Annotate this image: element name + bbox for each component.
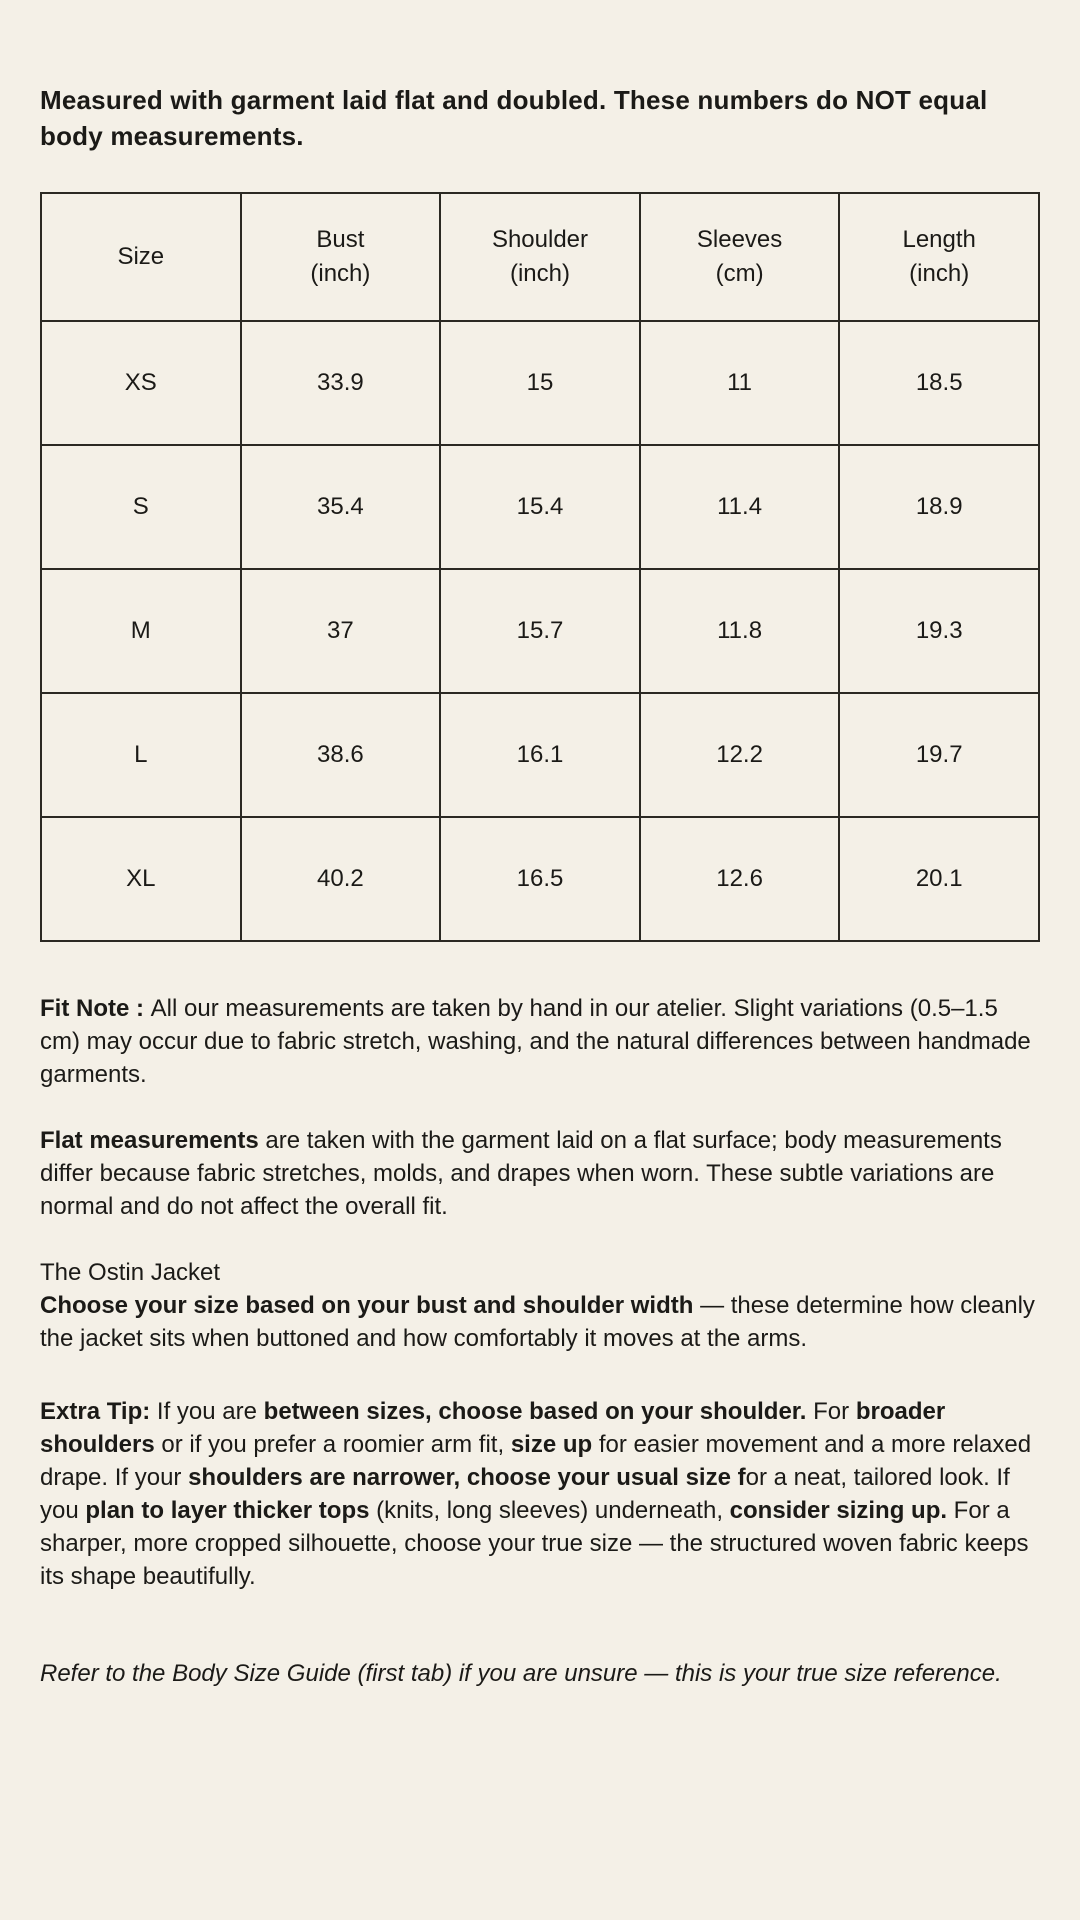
text-run: Flat measurements — [40, 1127, 259, 1154]
table-row-l — [41, 693, 1039, 817]
length-cell: 18.9 — [839, 445, 1039, 569]
text-run: Extra Tip: — [40, 1398, 157, 1425]
column-header-label: Shoulder — [491, 226, 589, 253]
sleeves-cell: 11.4 — [640, 445, 840, 569]
length-cell: 19.7 — [839, 693, 1039, 817]
text-run: shoulders are narrower, choose your usual size f — [188, 1464, 746, 1491]
text-run: consider sizing up. — [729, 1497, 948, 1524]
size-guide-content — [0, 82, 1080, 1690]
column-header-unit: (inch) — [310, 260, 371, 287]
flat-measurements-paragraph — [40, 1124, 1040, 1223]
table-header-row — [41, 193, 1039, 321]
text-run: are taken with the garment laid on a flat surface; body measurements differ because fabric stretches, molds, and drapes when worn. These subtle variations are normal and do not affect the overall fit. — [40, 1127, 1002, 1220]
size-advice-paragraph — [40, 1289, 1040, 1355]
text-run: — these determine how cleanly the jacket sits when buttoned and how comfortably it moves at the arms. — [40, 1292, 1035, 1352]
text-run: (knits, long sleeves) underneath, — [369, 1497, 730, 1524]
bust-cell: 38.6 — [241, 693, 441, 817]
size-cell: L — [41, 693, 241, 817]
text-run: or a neat, tailored look. If you — [40, 1464, 1010, 1524]
text-run: broader shoulders — [40, 1398, 946, 1458]
column-header-label: Sleeves — [696, 226, 783, 253]
table-row-m — [41, 569, 1039, 693]
column-header-sleeves — [640, 193, 840, 321]
column-header-shoulder — [440, 193, 640, 321]
sleeves-cell: 12.6 — [640, 817, 840, 941]
size-cell: XS — [41, 321, 241, 445]
length-cell: 18.5 — [839, 321, 1039, 445]
text-run: or if you prefer a roomier arm fit, — [154, 1431, 511, 1458]
text-run: Choose your size based on your bust and shoulder width — [40, 1292, 694, 1319]
shoulder-cell: 15.4 — [440, 445, 640, 569]
shoulder-cell: 15 — [440, 321, 640, 445]
column-header-label: Size — [117, 243, 165, 270]
measurement-disclaimer: Measured with garment laid flat and doubled. These numbers do NOT equal body measurements. — [40, 85, 988, 151]
reference-note — [40, 1657, 1040, 1690]
size-chart-table — [40, 192, 1040, 942]
shoulder-cell: 16.5 — [440, 817, 640, 941]
column-header-size — [41, 193, 241, 321]
shoulder-cell: 16.1 — [440, 693, 640, 817]
text-run: plan to layer thicker tops — [85, 1497, 370, 1524]
sleeves-cell: 11 — [640, 321, 840, 445]
bust-cell: 33.9 — [241, 321, 441, 445]
text-run: All our measurements are taken by hand in our atelier. Slight variations (0.5–1.5 cm) may occur due to fabric stretch, washing, and the natural differences between handmade garments. — [40, 995, 1031, 1088]
length-cell: 19.3 — [839, 569, 1039, 693]
length-cell: 20.1 — [839, 817, 1039, 941]
text-run: Fit Note : — [40, 995, 151, 1022]
table-row-xl — [41, 817, 1039, 941]
table-row-xs — [41, 321, 1039, 445]
text-run: For a sharper, more cropped silhouette, choose your true size — the structured woven fabric keeps its shape beautifully. — [40, 1497, 1029, 1590]
text-run: between sizes, choose based on your shoulder. — [263, 1398, 807, 1425]
size-cell: S — [41, 445, 241, 569]
column-header-unit: (inch) — [509, 260, 570, 287]
extra-tip-paragraph — [40, 1395, 1040, 1593]
column-header-label: Bust — [316, 226, 365, 253]
size-cell: XL — [41, 817, 241, 941]
text-run: size up — [510, 1431, 593, 1458]
column-header-bust — [241, 193, 441, 321]
fit-note-paragraph — [40, 992, 1040, 1091]
bust-cell: 40.2 — [241, 817, 441, 941]
column-header-label: Length — [902, 226, 976, 253]
column-header-unit: (cm) — [715, 260, 764, 287]
shoulder-cell: 15.7 — [440, 569, 640, 693]
column-header-unit: (inch) — [909, 260, 970, 287]
text-run: for easier movement and a more relaxed drape. If your — [40, 1431, 1032, 1491]
bust-cell: 35.4 — [241, 445, 441, 569]
product-name: The Ostin Jacket — [40, 1259, 221, 1286]
sleeves-cell: 11.8 — [640, 569, 840, 693]
text-run: For — [806, 1398, 856, 1425]
column-header-length — [839, 193, 1039, 321]
text-run: If you are — [156, 1398, 264, 1425]
size-cell: M — [41, 569, 241, 693]
sleeves-cell: 12.2 — [640, 693, 840, 817]
text-run: Refer to the Body Size Guide (first tab) if you are unsure — this is your true size reference. — [40, 1660, 1002, 1687]
table-row-s — [41, 445, 1039, 569]
bust-cell: 37 — [241, 569, 441, 693]
